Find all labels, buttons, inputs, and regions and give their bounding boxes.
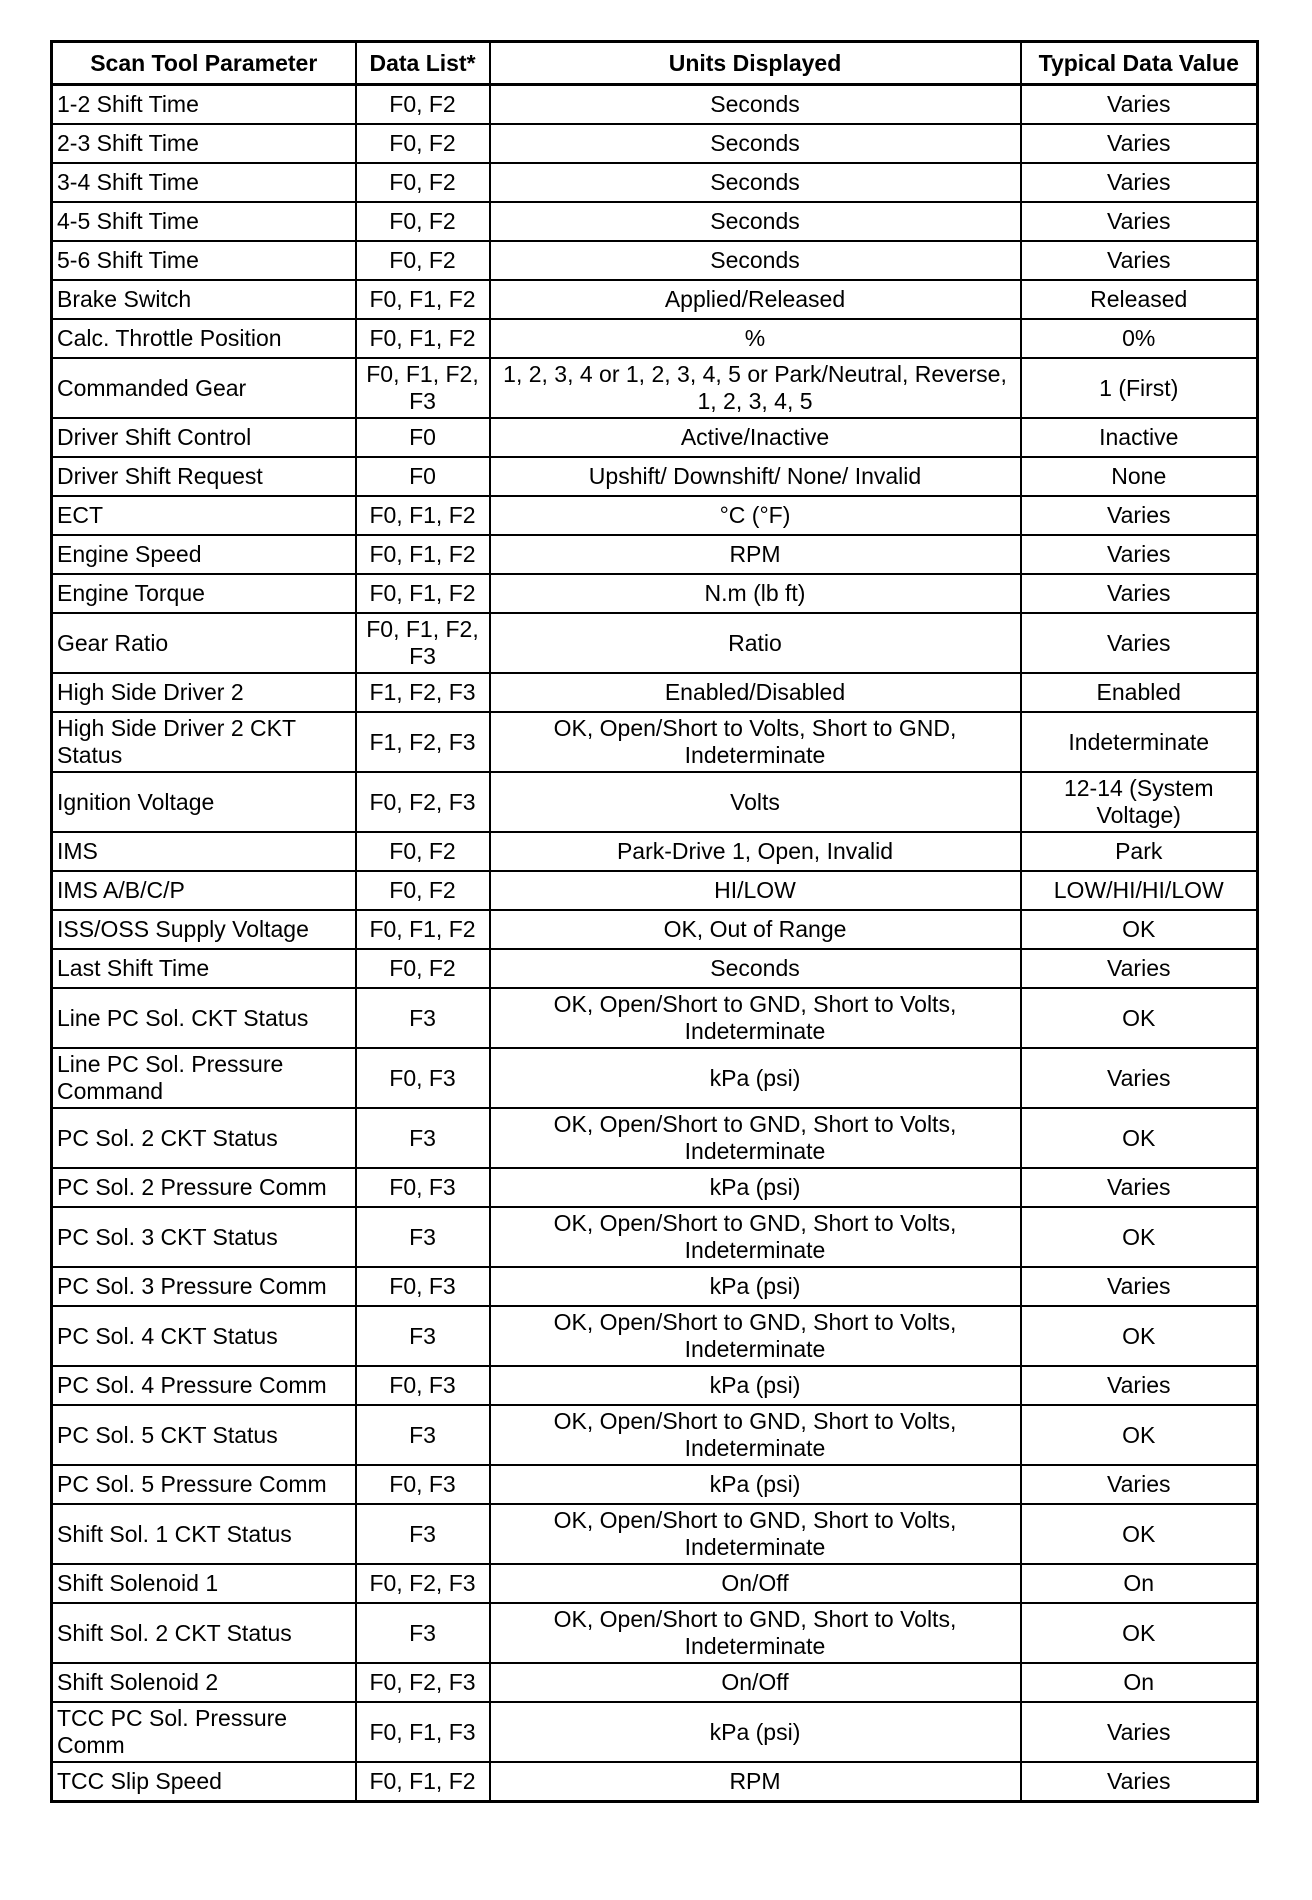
cell-data-list: F0, F3 (356, 1465, 490, 1504)
cell-typical-value: On (1021, 1564, 1258, 1603)
cell-parameter: ISS/OSS Supply Voltage (52, 910, 356, 949)
cell-typical-value: Varies (1021, 1465, 1258, 1504)
table-row (52, 1603, 1258, 1663)
table-row (52, 871, 1258, 910)
cell-data-list: F0, F2, F3 (356, 1564, 490, 1603)
table-row (52, 1465, 1258, 1504)
cell-parameter: 2-3 Shift Time (52, 124, 356, 163)
table-row (52, 535, 1258, 574)
cell-typical-value: Varies (1021, 613, 1258, 673)
cell-parameter: Line PC Sol. Pressure Command (52, 1048, 356, 1108)
cell-data-list: F0, F2 (356, 163, 490, 202)
table-row (52, 1168, 1258, 1207)
cell-units: Enabled/Disabled (490, 673, 1021, 712)
cell-units: kPa (psi) (490, 1366, 1021, 1405)
cell-parameter: Shift Sol. 2 CKT Status (52, 1603, 356, 1663)
cell-units: OK, Open/Short to Volts, Short to GND, Indeterminate (490, 712, 1021, 772)
cell-units: Seconds (490, 163, 1021, 202)
cell-units: On/Off (490, 1564, 1021, 1603)
cell-data-list: F0, F1, F2, F3 (356, 358, 490, 418)
table-row (52, 163, 1258, 202)
cell-parameter: IMS (52, 832, 356, 871)
table-row (52, 1048, 1258, 1108)
header-units-displayed: Units Displayed (490, 42, 1021, 85)
cell-parameter: Shift Solenoid 2 (52, 1663, 356, 1702)
table-row (52, 1762, 1258, 1802)
cell-data-list: F0, F1, F2 (356, 319, 490, 358)
cell-data-list: F0, F2 (356, 871, 490, 910)
cell-data-list: F0, F1, F2 (356, 1762, 490, 1802)
cell-units: Seconds (490, 241, 1021, 280)
table-row (52, 1663, 1258, 1702)
cell-typical-value: Varies (1021, 535, 1258, 574)
cell-parameter: PC Sol. 4 CKT Status (52, 1306, 356, 1366)
cell-typical-value: OK (1021, 1603, 1258, 1663)
cell-data-list: F0, F1, F3 (356, 1702, 490, 1762)
cell-units: Active/Inactive (490, 418, 1021, 457)
table-row (52, 1207, 1258, 1267)
table-row (52, 832, 1258, 871)
cell-typical-value: Inactive (1021, 418, 1258, 457)
table-header (52, 42, 1258, 85)
cell-units: OK, Out of Range (490, 910, 1021, 949)
table-row (52, 1702, 1258, 1762)
cell-typical-value: Varies (1021, 574, 1258, 613)
table-row (52, 418, 1258, 457)
cell-data-list: F3 (356, 988, 490, 1048)
table-row (52, 202, 1258, 241)
cell-parameter: Engine Speed (52, 535, 356, 574)
table-body (52, 85, 1258, 1802)
table-row (52, 988, 1258, 1048)
cell-parameter: PC Sol. 2 Pressure Comm (52, 1168, 356, 1207)
cell-parameter: PC Sol. 4 Pressure Comm (52, 1366, 356, 1405)
header-scan-tool-parameter: Scan Tool Parameter (52, 42, 356, 85)
cell-typical-value: OK (1021, 1306, 1258, 1366)
table-row (52, 1564, 1258, 1603)
table-row (52, 1267, 1258, 1306)
cell-parameter: Gear Ratio (52, 613, 356, 673)
cell-units: OK, Open/Short to GND, Short to Volts, Indeterminate (490, 1504, 1021, 1564)
cell-data-list: F0, F1, F2 (356, 280, 490, 319)
cell-parameter: High Side Driver 2 CKT Status (52, 712, 356, 772)
cell-typical-value: On (1021, 1663, 1258, 1702)
cell-units: kPa (psi) (490, 1168, 1021, 1207)
cell-typical-value: Varies (1021, 124, 1258, 163)
cell-typical-value: OK (1021, 1207, 1258, 1267)
cell-parameter: Calc. Throttle Position (52, 319, 356, 358)
cell-data-list: F3 (356, 1405, 490, 1465)
cell-typical-value: Varies (1021, 241, 1258, 280)
cell-data-list: F0, F3 (356, 1366, 490, 1405)
cell-parameter: PC Sol. 2 CKT Status (52, 1108, 356, 1168)
table-row (52, 496, 1258, 535)
cell-units: RPM (490, 535, 1021, 574)
cell-data-list: F0, F2 (356, 202, 490, 241)
cell-parameter: Driver Shift Request (52, 457, 356, 496)
cell-typical-value: 12-14 (System Voltage) (1021, 772, 1258, 832)
cell-typical-value: Enabled (1021, 673, 1258, 712)
cell-parameter: PC Sol. 5 CKT Status (52, 1405, 356, 1465)
table-row (52, 712, 1258, 772)
cell-parameter: 5-6 Shift Time (52, 241, 356, 280)
cell-parameter: Commanded Gear (52, 358, 356, 418)
cell-units: Upshift/ Downshift/ None/ Invalid (490, 457, 1021, 496)
cell-parameter: Last Shift Time (52, 949, 356, 988)
header-typical-data-value: Typical Data Value (1021, 42, 1258, 85)
cell-parameter: 4-5 Shift Time (52, 202, 356, 241)
cell-parameter: PC Sol. 5 Pressure Comm (52, 1465, 356, 1504)
cell-data-list: F0, F2, F3 (356, 772, 490, 832)
table-row (52, 1108, 1258, 1168)
cell-parameter: Shift Sol. 1 CKT Status (52, 1504, 356, 1564)
cell-parameter: PC Sol. 3 Pressure Comm (52, 1267, 356, 1306)
table-row (52, 241, 1258, 280)
cell-units: kPa (psi) (490, 1048, 1021, 1108)
scan-tool-data-table (50, 40, 1259, 1803)
cell-parameter: 1-2 Shift Time (52, 85, 356, 125)
cell-parameter: ECT (52, 496, 356, 535)
cell-parameter: Shift Solenoid 1 (52, 1564, 356, 1603)
cell-data-list: F1, F2, F3 (356, 673, 490, 712)
cell-units: °C (°F) (490, 496, 1021, 535)
cell-data-list: F3 (356, 1603, 490, 1663)
cell-typical-value: OK (1021, 1108, 1258, 1168)
cell-data-list: F0, F3 (356, 1048, 490, 1108)
cell-typical-value: Varies (1021, 85, 1258, 125)
cell-parameter: 3-4 Shift Time (52, 163, 356, 202)
cell-units: Seconds (490, 124, 1021, 163)
cell-typical-value: OK (1021, 1504, 1258, 1564)
cell-units: RPM (490, 1762, 1021, 1802)
cell-parameter: TCC PC Sol. Pressure Comm (52, 1702, 356, 1762)
cell-parameter: Line PC Sol. CKT Status (52, 988, 356, 1048)
cell-units: OK, Open/Short to GND, Short to Volts, Indeterminate (490, 1603, 1021, 1663)
cell-data-list: F0, F1, F2 (356, 574, 490, 613)
table-row (52, 280, 1258, 319)
table-row (52, 85, 1258, 125)
cell-typical-value: Varies (1021, 496, 1258, 535)
cell-parameter: Brake Switch (52, 280, 356, 319)
cell-data-list: F0, F3 (356, 1267, 490, 1306)
cell-units: OK, Open/Short to GND, Short to Volts, Indeterminate (490, 1108, 1021, 1168)
cell-typical-value: Released (1021, 280, 1258, 319)
cell-units: 1, 2, 3, 4 or 1, 2, 3, 4, 5 or Park/Neutral, Reverse, 1, 2, 3, 4, 5 (490, 358, 1021, 418)
cell-data-list: F0, F1, F2 (356, 910, 490, 949)
cell-typical-value: Park (1021, 832, 1258, 871)
cell-typical-value: OK (1021, 1405, 1258, 1465)
cell-typical-value: Varies (1021, 1168, 1258, 1207)
cell-data-list: F3 (356, 1207, 490, 1267)
cell-typical-value: Varies (1021, 163, 1258, 202)
cell-typical-value: Varies (1021, 1267, 1258, 1306)
table-row (52, 949, 1258, 988)
cell-typical-value: Varies (1021, 1366, 1258, 1405)
cell-units: Applied/Released (490, 280, 1021, 319)
cell-data-list: F0, F3 (356, 1168, 490, 1207)
cell-typical-value: Varies (1021, 949, 1258, 988)
table-row (52, 319, 1258, 358)
cell-typical-value: Indeterminate (1021, 712, 1258, 772)
cell-units: % (490, 319, 1021, 358)
cell-data-list: F0, F2, F3 (356, 1663, 490, 1702)
cell-data-list: F1, F2, F3 (356, 712, 490, 772)
header-data-list: Data List* (356, 42, 490, 85)
cell-data-list: F3 (356, 1504, 490, 1564)
cell-units: Seconds (490, 949, 1021, 988)
cell-data-list: F0, F2 (356, 241, 490, 280)
cell-units: HI/LOW (490, 871, 1021, 910)
cell-typical-value: OK (1021, 988, 1258, 1048)
cell-data-list: F0, F1, F2, F3 (356, 613, 490, 673)
cell-typical-value: 1 (First) (1021, 358, 1258, 418)
cell-data-list: F0, F1, F2 (356, 535, 490, 574)
table-row (52, 1366, 1258, 1405)
cell-typical-value: Varies (1021, 1048, 1258, 1108)
cell-units: On/Off (490, 1663, 1021, 1702)
cell-typical-value: Varies (1021, 1702, 1258, 1762)
cell-units: kPa (psi) (490, 1702, 1021, 1762)
table-row (52, 1504, 1258, 1564)
table-row (52, 772, 1258, 832)
cell-units: OK, Open/Short to GND, Short to Volts, Indeterminate (490, 1306, 1021, 1366)
cell-typical-value: 0% (1021, 319, 1258, 358)
cell-typical-value: LOW/HI/HI/LOW (1021, 871, 1258, 910)
cell-units: Park-Drive 1, Open, Invalid (490, 832, 1021, 871)
cell-parameter: Driver Shift Control (52, 418, 356, 457)
table-row (52, 457, 1258, 496)
cell-data-list: F0, F2 (356, 85, 490, 125)
cell-typical-value: Varies (1021, 1762, 1258, 1802)
cell-parameter: TCC Slip Speed (52, 1762, 356, 1802)
cell-parameter: Engine Torque (52, 574, 356, 613)
cell-data-list: F3 (356, 1108, 490, 1168)
cell-data-list: F3 (356, 1306, 490, 1366)
cell-data-list: F0 (356, 418, 490, 457)
cell-units: OK, Open/Short to GND, Short to Volts, Indeterminate (490, 988, 1021, 1048)
cell-units: OK, Open/Short to GND, Short to Volts, Indeterminate (490, 1207, 1021, 1267)
cell-units: kPa (psi) (490, 1267, 1021, 1306)
cell-data-list: F0, F1, F2 (356, 496, 490, 535)
table-row (52, 673, 1258, 712)
header-row (52, 42, 1258, 85)
table-row (52, 910, 1258, 949)
cell-typical-value: Varies (1021, 202, 1258, 241)
table-row (52, 1405, 1258, 1465)
table-row (52, 1306, 1258, 1366)
cell-data-list: F0, F2 (356, 832, 490, 871)
cell-parameter: PC Sol. 3 CKT Status (52, 1207, 356, 1267)
cell-data-list: F0 (356, 457, 490, 496)
cell-data-list: F0, F2 (356, 949, 490, 988)
cell-units: N.m (lb ft) (490, 574, 1021, 613)
cell-units: Seconds (490, 202, 1021, 241)
table-row (52, 358, 1258, 418)
cell-typical-value: OK (1021, 910, 1258, 949)
cell-parameter: High Side Driver 2 (52, 673, 356, 712)
cell-typical-value: None (1021, 457, 1258, 496)
cell-units: kPa (psi) (490, 1465, 1021, 1504)
cell-units: Ratio (490, 613, 1021, 673)
cell-units: Seconds (490, 85, 1021, 125)
table-row (52, 574, 1258, 613)
cell-data-list: F0, F2 (356, 124, 490, 163)
cell-parameter: IMS A/B/C/P (52, 871, 356, 910)
cell-units: Volts (490, 772, 1021, 832)
cell-parameter: Ignition Voltage (52, 772, 356, 832)
table-row (52, 124, 1258, 163)
cell-units: OK, Open/Short to GND, Short to Volts, Indeterminate (490, 1405, 1021, 1465)
table-row (52, 613, 1258, 673)
